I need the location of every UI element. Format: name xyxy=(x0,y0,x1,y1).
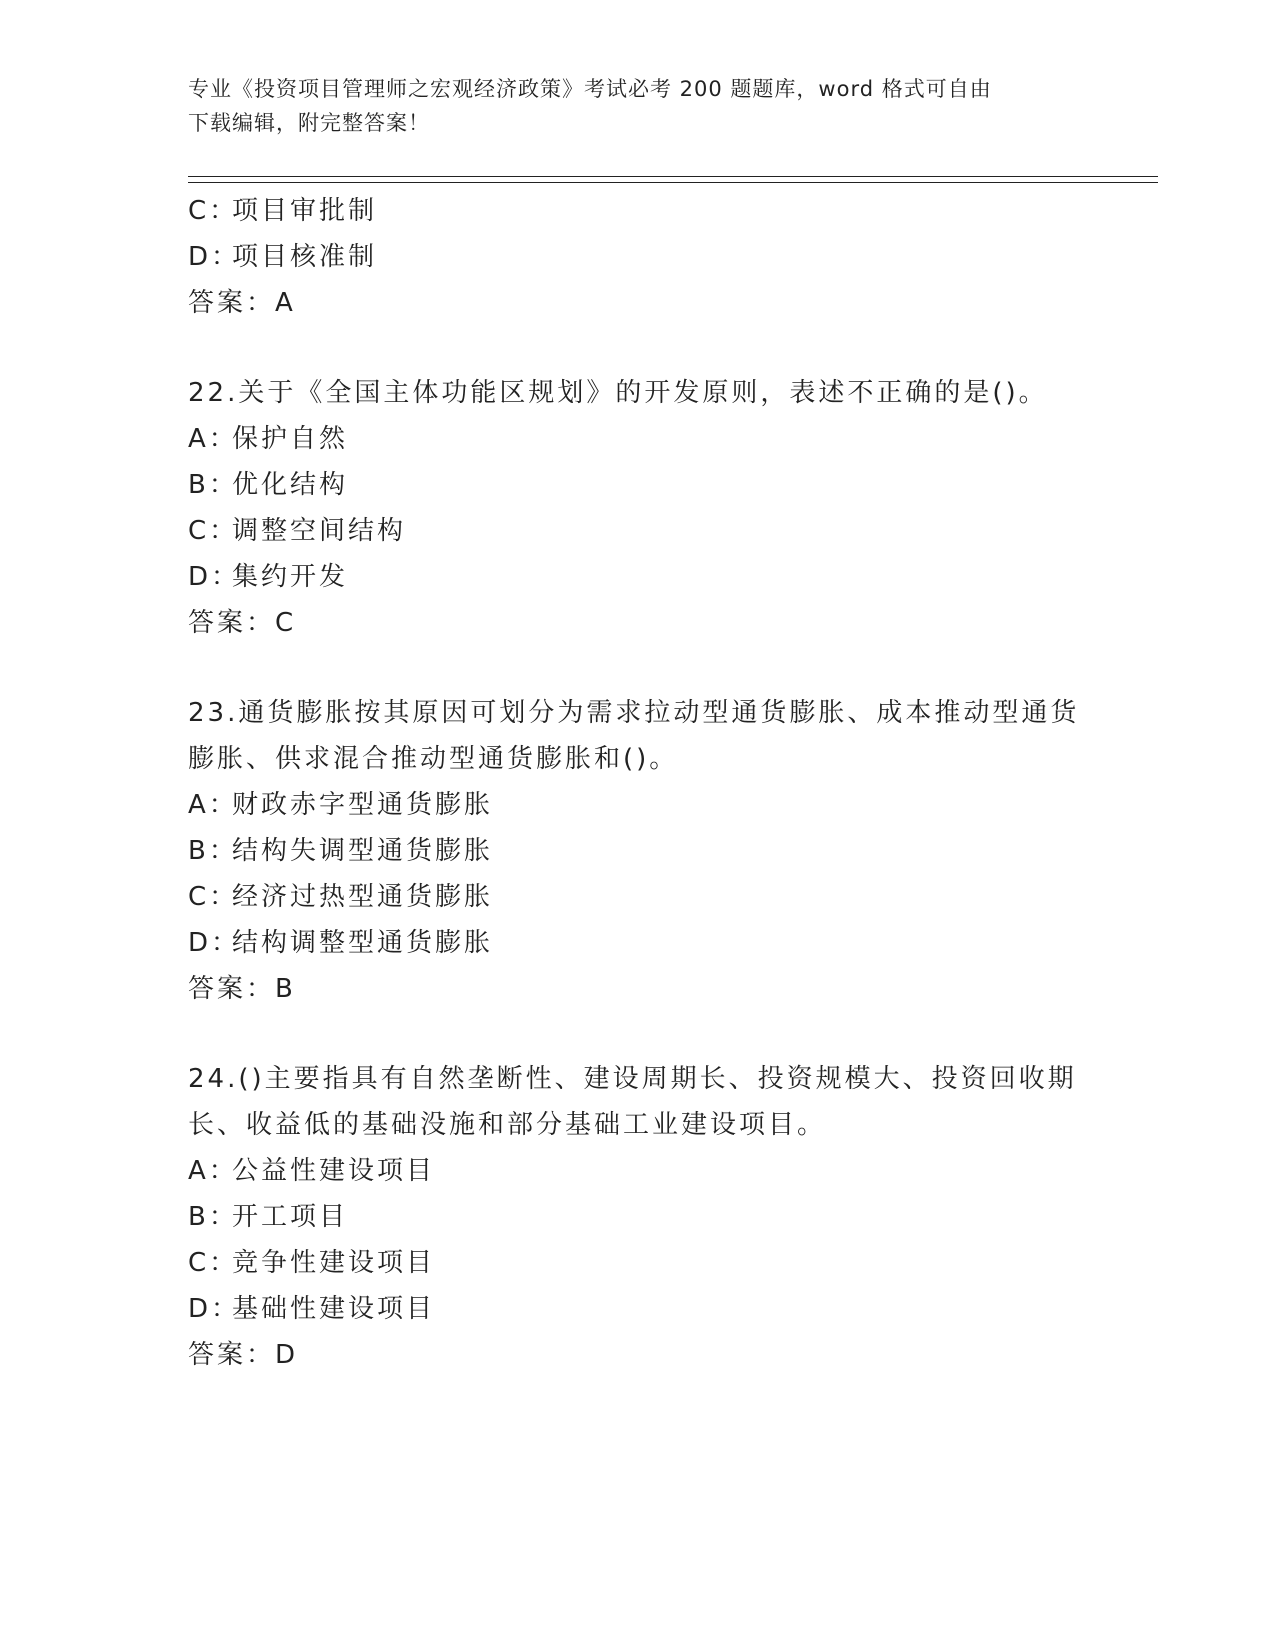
option-text: 优化结构 xyxy=(232,470,349,500)
answer-line: 答案：A xyxy=(188,288,296,318)
option-letter: B： xyxy=(188,836,238,866)
stem-line: 长、收益低的基础没施和部分基础工业建设项目。 xyxy=(188,1110,827,1140)
stem-line: 23.通货膨胀按其原因可划分为需求拉动型通货膨胀、成本推动型通货 xyxy=(188,698,1080,728)
option-letter: A： xyxy=(188,424,238,454)
header-line-1: 专业《投资项目管理师之宏观经济政策》考试必考 200 题题库，word 格式可自由 xyxy=(188,77,992,101)
option-c xyxy=(188,1240,1088,1286)
option-text: 项目审批制 xyxy=(232,196,378,226)
carryover-block xyxy=(188,188,1088,326)
answer-line: 答案：B xyxy=(188,974,296,1004)
stem-line: 24.()主要指具有自然垄断性、建设周期长、投资规模大、投资回收期 xyxy=(188,1064,1077,1094)
option-c xyxy=(188,508,1088,554)
option-text: 结构调整型通货膨胀 xyxy=(232,928,494,958)
question-stem xyxy=(188,1056,1088,1148)
option-letter: A： xyxy=(188,790,238,820)
option-c xyxy=(188,874,1088,920)
stem-line: 膨胀、供求混合推动型通货膨胀和()。 xyxy=(188,744,679,774)
option-text: 项目核准制 xyxy=(232,242,378,272)
option-b xyxy=(188,462,1088,508)
option-letter: B： xyxy=(188,1202,238,1232)
stem-line: 22.关于《全国主体功能区规划》的开发原则，表述不正确的是()。 xyxy=(188,378,1048,408)
option-text: 保护自然 xyxy=(232,424,349,454)
question-stem xyxy=(188,370,1088,416)
header-line-2: 下载编辑，附完整答案！ xyxy=(188,111,430,135)
question-23 xyxy=(188,690,1088,1012)
spacer xyxy=(188,1012,1088,1056)
document-header xyxy=(188,72,1088,140)
option-letter: C： xyxy=(188,1248,239,1278)
answer-line: 答案：C xyxy=(188,608,297,638)
option-text: 财政赤字型通货膨胀 xyxy=(232,790,494,820)
option-text: 集约开发 xyxy=(232,562,349,592)
spacer xyxy=(188,326,1088,370)
question-list xyxy=(188,188,1088,1378)
option-letter: B： xyxy=(188,470,238,500)
answer-line: 答案：D xyxy=(188,1340,299,1370)
option-letter: D： xyxy=(188,562,241,592)
option-text: 基础性建设项目 xyxy=(232,1294,436,1324)
option-text: 公益性建设项目 xyxy=(232,1156,436,1186)
option-text: 经济过热型通货膨胀 xyxy=(232,882,494,912)
option-c xyxy=(188,188,1088,234)
option-letter: A： xyxy=(188,1156,238,1186)
option-b xyxy=(188,1194,1088,1240)
option-letter: C： xyxy=(188,882,239,912)
option-a xyxy=(188,416,1088,462)
option-a xyxy=(188,1148,1088,1194)
question-22 xyxy=(188,370,1088,646)
option-letter: D： xyxy=(188,1294,241,1324)
question-stem xyxy=(188,690,1088,782)
option-text: 开工项目 xyxy=(232,1202,349,1232)
option-d xyxy=(188,1286,1088,1332)
header-divider xyxy=(188,176,1158,183)
option-d xyxy=(188,554,1088,600)
option-letter: D： xyxy=(188,928,241,958)
option-letter: C： xyxy=(188,196,239,226)
option-text: 竞争性建设项目 xyxy=(232,1248,436,1278)
option-d xyxy=(188,234,1088,280)
option-text: 结构失调型通货膨胀 xyxy=(232,836,494,866)
option-b xyxy=(188,828,1088,874)
option-a xyxy=(188,782,1088,828)
option-letter: C： xyxy=(188,516,239,546)
question-24 xyxy=(188,1056,1088,1378)
option-text: 调整空间结构 xyxy=(232,516,407,546)
option-d xyxy=(188,920,1088,966)
option-letter: D： xyxy=(188,242,241,272)
spacer xyxy=(188,646,1088,690)
